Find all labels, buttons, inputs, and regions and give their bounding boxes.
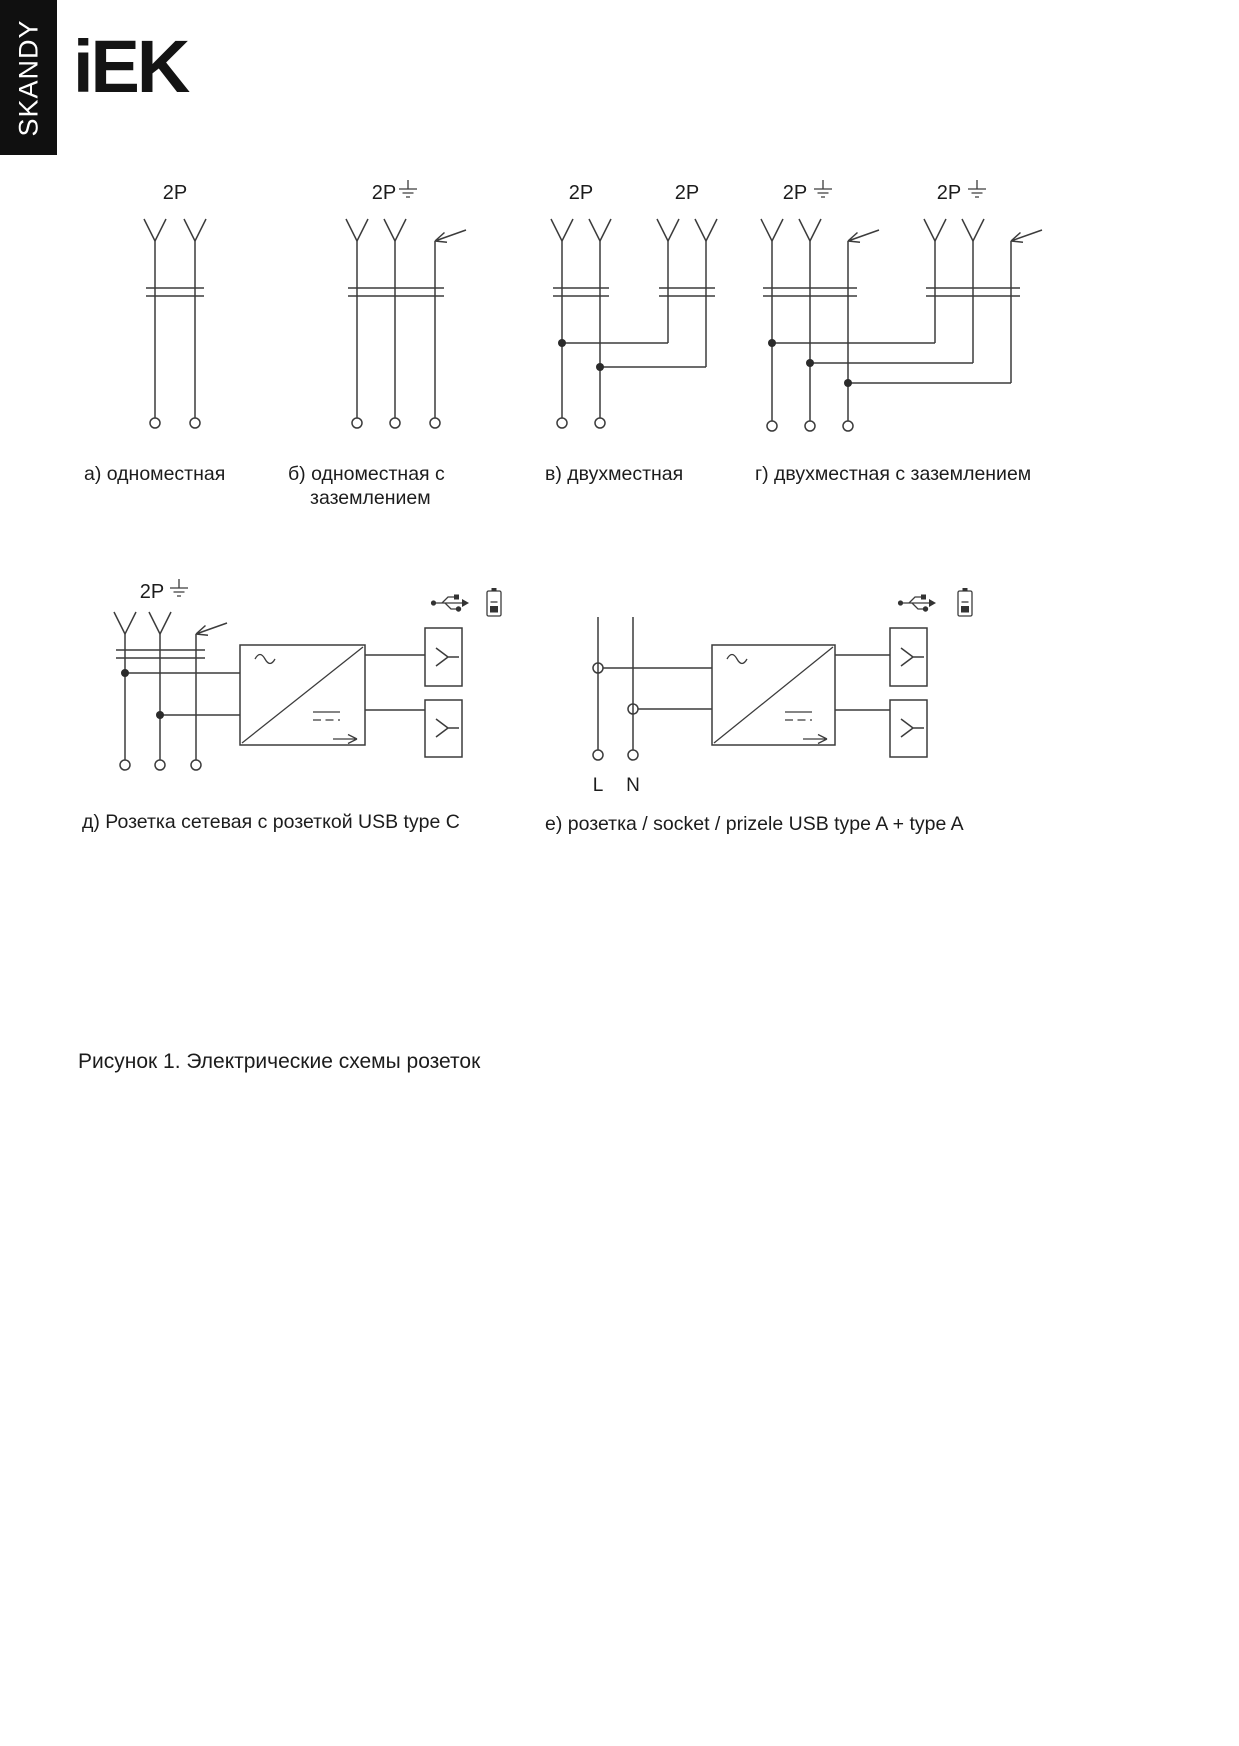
junction-dots bbox=[121, 669, 164, 719]
socket-contact-block bbox=[553, 288, 715, 296]
caption-diagram-a: а) одноместная bbox=[84, 463, 226, 485]
terminal-circles bbox=[120, 760, 201, 770]
wires bbox=[772, 241, 1011, 421]
pole-count-label-right: 2P bbox=[936, 182, 962, 204]
output-arrow-icon bbox=[333, 735, 357, 744]
pole-count-label: 2P bbox=[371, 182, 397, 204]
socket-contact-icon bbox=[436, 719, 459, 737]
output-wires bbox=[365, 655, 425, 710]
usb-outlet-box bbox=[425, 700, 462, 757]
output-wires bbox=[835, 655, 890, 710]
wires bbox=[562, 241, 706, 418]
earth-ground-icon bbox=[399, 180, 417, 197]
pole-count-label-left: 2P bbox=[782, 182, 808, 204]
battery-icon bbox=[487, 588, 501, 616]
dc-symbol-icon bbox=[785, 712, 812, 720]
dc-symbol-icon bbox=[313, 712, 340, 720]
power-converter-box bbox=[712, 645, 835, 745]
socket-contact-icon bbox=[901, 719, 924, 737]
pole-count-label-right: 2P bbox=[674, 182, 700, 204]
line-label: L bbox=[592, 775, 604, 796]
battery-icon bbox=[958, 588, 972, 616]
earth-contact-arrow-icon bbox=[1011, 230, 1042, 242]
caption-diagram-b bbox=[288, 462, 445, 511]
caption-diagram-b-line2: заземлением bbox=[310, 487, 431, 510]
terminal-circles bbox=[593, 750, 638, 760]
plug-fork-icon bbox=[761, 219, 984, 241]
junction-dots bbox=[558, 339, 604, 371]
socket-contact-block bbox=[763, 288, 1020, 296]
neutral-label: N bbox=[626, 775, 640, 796]
earth-ground-icon bbox=[170, 579, 188, 596]
plug-fork-icon bbox=[114, 612, 171, 634]
wires bbox=[155, 241, 195, 418]
iek-logo: iEK bbox=[73, 25, 188, 108]
usb-outlet-box bbox=[425, 628, 462, 686]
caption-diagram-b-line1: б) одноместная с bbox=[288, 463, 445, 485]
diagram-b-schematic bbox=[340, 175, 490, 460]
pole-count-label: 2P bbox=[162, 182, 188, 204]
caption-diagram-v: в) двухместная bbox=[545, 463, 684, 485]
diagram-v-schematic bbox=[545, 175, 730, 460]
ac-sine-icon bbox=[727, 655, 747, 664]
terminal-circles bbox=[352, 418, 440, 428]
ac-sine-icon bbox=[255, 655, 275, 664]
tap-terminal-circles bbox=[593, 663, 638, 714]
terminal-circles bbox=[557, 418, 605, 428]
plug-fork-icon bbox=[346, 219, 406, 241]
earth-ground-icon bbox=[814, 180, 832, 197]
caption-diagram-e: е) розетка / socket / prizele USB type A + type A bbox=[545, 813, 964, 835]
usb-icon bbox=[898, 595, 936, 612]
plug-fork-icon bbox=[551, 219, 717, 241]
earth-contact-arrow-icon bbox=[435, 230, 466, 242]
socket-contact-block bbox=[348, 288, 444, 296]
terminal-circles bbox=[150, 418, 200, 428]
socket-contact-icon bbox=[436, 648, 459, 666]
earth-ground-icon bbox=[968, 180, 986, 197]
plug-fork-icon bbox=[144, 219, 206, 241]
figure-caption: Рисунок 1. Электрические схемы розеток bbox=[78, 1050, 481, 1073]
caption-diagram-g: г) двухместная с заземлением bbox=[755, 463, 1032, 485]
wires bbox=[598, 617, 712, 750]
usb-outlet-box bbox=[890, 700, 927, 757]
caption-diagram-d: д) Розетка сетевая с розеткой USB type C bbox=[82, 811, 460, 833]
series-name: SKANDY bbox=[13, 18, 43, 137]
socket-contact-icon bbox=[901, 648, 924, 666]
wires bbox=[125, 634, 240, 760]
diagram-g-schematic bbox=[755, 175, 1055, 465]
pole-count-label-left: 2P bbox=[568, 182, 594, 204]
wires bbox=[357, 241, 435, 418]
diagram-a-schematic bbox=[125, 175, 255, 460]
series-tab bbox=[0, 0, 57, 155]
usb-icon bbox=[431, 595, 469, 612]
diagram-d-schematic bbox=[95, 562, 525, 812]
usb-outlet-box bbox=[890, 628, 927, 686]
power-converter-box bbox=[240, 645, 365, 745]
output-arrow-icon bbox=[803, 735, 827, 744]
pole-count-label: 2P bbox=[139, 581, 165, 603]
diagram-e-schematic bbox=[540, 562, 990, 817]
earth-contact-arrow-icon bbox=[196, 623, 227, 635]
terminal-circles bbox=[767, 421, 853, 431]
earth-contact-arrow-icon bbox=[848, 230, 879, 242]
